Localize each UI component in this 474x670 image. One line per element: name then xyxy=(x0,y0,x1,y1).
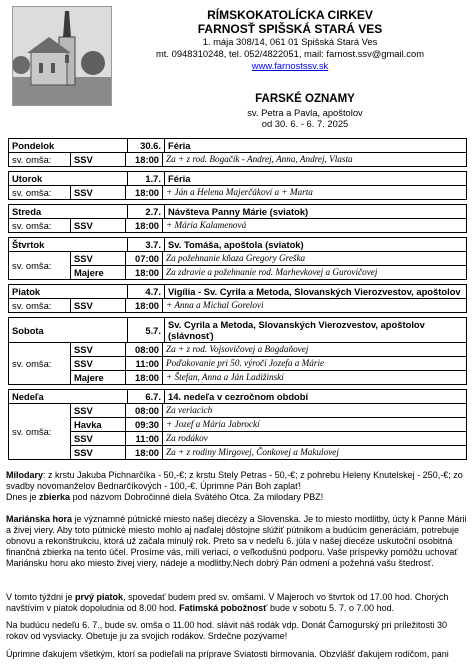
day-block-friday xyxy=(8,284,467,313)
marianska-hora-note: Mariánska hora je významné pútnické miesto našej diecézy a Slovenska. Je to miesto modlitby, úcty k Panne Márii a živej viery. Aby toto pútnické miesto mohlo aj naďalej dôstojne slúžiť pútnikom a budúcim generáciám, potrebuje obnovu a rekonštrukciu, ktorá už začala minulý rok. Preto sa v nedeľu 6. júla v našej diecéze uskutoční osobitná finančná zbierka na tento účel. Prosíme vás, milí veriaci, o veľkodušnú podporu. Vaše príspevky pomôžu uchovať Mariánsku horu ako miesto živej viery, nádeje a modlitby.Nech dobrý Pán odmení a požehná vašu štedrosť. xyxy=(6,514,467,568)
mass-row: SSV 11:00 Poďakovanie pri 50. výročí Jozefa a Márie xyxy=(70,356,466,370)
mass-group: sv. omša: SSV 08:00 Za veriacich Havka 09:30 + Jozef a Mária Jabrockí SSV 11:00 Za rodákov SSV 18:00 Za + z rodiny Mirgovej, Čonkovej a Makulovej xyxy=(9,403,466,459)
day-header: Sobota 5.7. Sv. Cyrila a Metoda, Slovanských Vierozvestov, apoštolov (slávnosť) xyxy=(9,318,466,342)
mass-row: sv. omša: SSV 18:00 Za + z rod. Bogačík - Andrej, Anna, Andrej, Vlasta xyxy=(9,152,466,166)
first-friday-note: V tomto týždni je prvý piatok, spovedať budem pred sv. omšami. V Majeroch vo štvrtok od 17.00 hod. Chorých navštívim v piatok dopoludnia od 8.00 hod. Fatimská pobožnosť bude v sobotu 5. 7. o 7.00 hod. xyxy=(6,592,449,613)
day-header: Štvrtok 3.7. Sv. Tomáša, apoštola (sviatok) xyxy=(9,238,466,251)
mass-row: SSV 07:00 Za požehnanie kňaza Gregory Greška xyxy=(70,252,466,265)
parish-title: FARNOSŤ SPIŠSKÁ STARÁ VES xyxy=(197,22,383,36)
mass-schedule xyxy=(8,138,467,464)
day-header: Pondelok 30.6. Féria xyxy=(9,139,466,152)
mass-row: sv. omša: SSV 18:00 + Ján a Helena Majerčákoví a + Marta xyxy=(9,185,466,199)
parish-contacts: mt. 0948310248, tel. 052/4822051, mail: farnost.ssv@gmail.com xyxy=(156,48,424,59)
day-block-thursday xyxy=(8,237,467,280)
parish-address: 1. mája 308/14, 061 01 Spišská Stará Ves xyxy=(202,36,378,47)
day-block-sunday xyxy=(8,389,467,460)
day-block-tuesday xyxy=(8,171,467,200)
announcements-heading-block xyxy=(200,92,410,129)
mass-row: Havka 09:30 + Jozef a Mária Jabrockí xyxy=(70,417,466,431)
church-photo xyxy=(12,6,112,106)
day-header: Nedeľa 6.7. 14. nedeľa v cezročnom období xyxy=(9,390,466,403)
mass-row: SSV 11:00 Za rodákov xyxy=(70,431,466,445)
mass-row: sv. omša: SSV 18:00 + Anna a Michal Gorelovi xyxy=(9,298,466,312)
church-icon xyxy=(13,7,111,105)
next-sunday-note: Na budúcu nedeľu 6. 7., bude sv. omša o 11.00 hod. slávit náš rodák vdp. Donát Čarnogurský pri príležitosti 30 rokov od vysviacky. Obetuje ju za svojich rodákov. Srdečne pozývame! xyxy=(6,620,448,641)
mass-row: Majere 18:00 + Štefan, Anna a Ján Ladižinskí xyxy=(70,370,466,384)
mass-row: SSV 18:00 Za + z rodiny Mirgovej, Čonkovej a Makulovej xyxy=(70,445,466,459)
day-header: Streda 2.7. Návšteva Panny Márie (sviatok) xyxy=(9,205,466,218)
thanks-note: Úprimne ďakujem všetkým, ktorí sa podieľali na príprave Sviatosti birmovania. Obzvlášť ďakujem rodičom, pani xyxy=(6,649,449,659)
mass-group: sv. omša: SSV 08:00 Za + z rod. Vojsovičovej a Bogdaňovej SSV 11:00 Poďakovanie pri 50. výročí Jozefa a Márie Majere 18:00 + Štefan, Anna a Ján Ladižinskí xyxy=(9,342,466,384)
day-header: Utorok 1.7. Féria xyxy=(9,172,466,185)
day-header: Piatok 4.7. Vigília - Sv. Cyrila a Metoda, Slovanských Vierozvestov, apoštolov xyxy=(9,285,466,298)
mass-row: SSV 08:00 Za + z rod. Vojsovičovej a Bogdaňovej xyxy=(70,343,466,356)
church-title: RÍMSKOKATOLÍCKA CIRKEV xyxy=(207,8,373,22)
day-block-monday xyxy=(8,138,467,167)
date-range: od 30. 6. - 6. 7. 2025 xyxy=(261,118,349,129)
mass-row: sv. omša: SSV 18:00 + Mária Kalamenová xyxy=(9,218,466,232)
feast-name: sv. Petra a Pavla, apoštolov xyxy=(247,107,363,118)
mass-row: Majere 18:00 Za zdravie a požehnanie rod. Marhevkovej a Gurovičovej xyxy=(70,265,466,279)
parish-header xyxy=(112,8,468,72)
announcements-heading: FARSKÉ OZNAMY xyxy=(255,93,355,105)
donations-note: Milodary: z krstu Jakuba Pichnarčíka - 50,-€; z krstu Stely Petras - 50,-€; z pohrebu Heleny Knutelskej - 250,-€; zo svadby novomanželov Bednarčíkových - 100,-€. Úprimne Pán Boh zaplať! Dnes je zbierka pod názvom Dobročinné diela Svätého Otca. Za milodary PBZ! xyxy=(6,470,463,502)
day-block-saturday xyxy=(8,317,467,385)
mass-row: SSV 08:00 Za veriacich xyxy=(70,404,466,417)
parish-website-link[interactable]: www.farnostssv.sk xyxy=(251,60,329,71)
day-block-wednesday xyxy=(8,204,467,233)
mass-group: sv. omša: SSV 07:00 Za požehnanie kňaza Gregory Greška Majere 18:00 Za zdravie a požehnanie rod. Marhevkovej a Gurovičovej xyxy=(9,251,466,279)
